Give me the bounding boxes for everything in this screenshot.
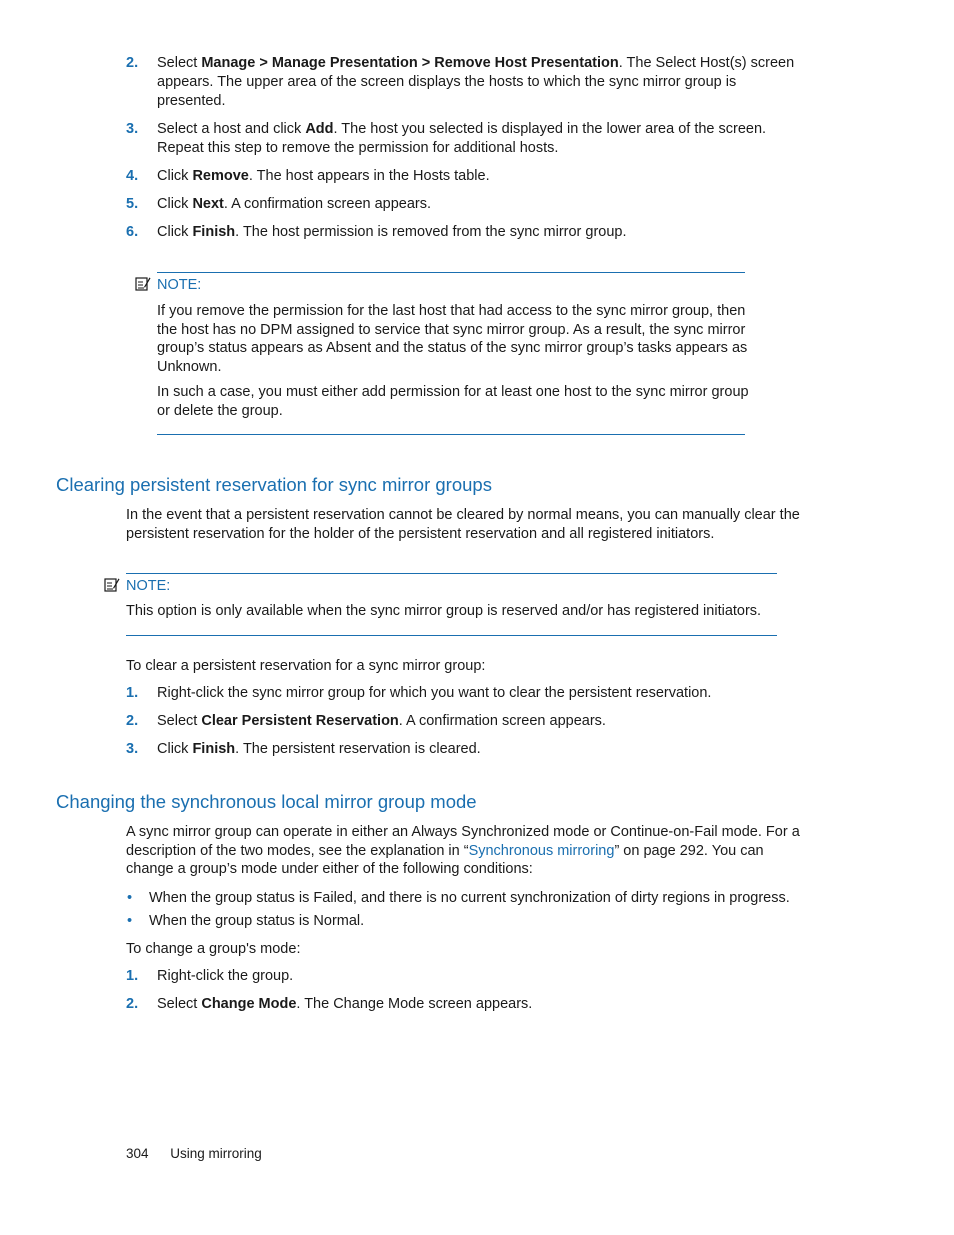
bullet-icon: • xyxy=(127,890,133,906)
step-number: 2. xyxy=(126,55,139,71)
footer-section-title: Using mirroring xyxy=(170,1146,262,1161)
note-paragraph: If you remove the permission for the last host that had access to the sync mirror group, then the host has no DPM assigned to service that sync mirror group. As a result, the sync mirror group’s status appears as Absent and the status of the sync mirror group’s tasks appears as Unknown. xyxy=(157,303,748,375)
note-label: NOTE: xyxy=(157,277,202,293)
note-header xyxy=(135,276,201,294)
page-footer xyxy=(126,1146,262,1162)
top-steps-list xyxy=(126,54,806,242)
section-heading: Clearing persistent reservation for sync mirror groups xyxy=(56,474,492,495)
section-intro: A sync mirror group can operate in either an Always Synchronized mode or Continue-on-Fail mode. For a description of the two modes, see the explanation in “Synchronous mirroring” on page 292. You can change a group’s mode under either of the following conditions: xyxy=(126,824,800,877)
list-item: 1. Right-click the sync mirror group for which you want to clear the persistent reservation. xyxy=(126,685,712,701)
step-number: 1. xyxy=(126,968,139,984)
list-item: 1. Right-click the group. xyxy=(126,968,294,984)
bullet-icon: • xyxy=(127,913,133,929)
list-item: 4. Click Remove. The host appears in the Hosts table. xyxy=(126,168,490,184)
list-item: • When the group status is Failed, and there is no current synchronization of dirty regions in progress. xyxy=(127,890,790,906)
step-number: 6. xyxy=(126,224,139,240)
list-item: 5. Click Next. A confirmation screen appears. xyxy=(126,196,432,212)
list-item: 3. Click Finish. The persistent reservation is cleared. xyxy=(126,741,481,757)
step-number: 3. xyxy=(126,121,139,137)
note-label: NOTE: xyxy=(126,578,171,594)
note-bottom-rule xyxy=(157,434,745,435)
step-number: 4. xyxy=(126,168,139,184)
list-item: 2. Select Change Mode. The Change Mode screen appears. xyxy=(126,996,533,1012)
list-item: 3. Select a host and click Add. The host you selected is displayed in the lower area of the screen. Repeat this step to remove the permission for additional hosts. xyxy=(126,121,767,156)
step-number: 2. xyxy=(126,713,139,729)
page-number: 304 xyxy=(126,1146,149,1161)
step-number: 1. xyxy=(126,685,139,701)
note-icon xyxy=(104,577,120,593)
step-number: 2. xyxy=(126,996,139,1012)
note-bottom-rule xyxy=(126,635,777,636)
list-item: 2. Select Clear Persistent Reservation. A confirmation screen appears. xyxy=(126,713,606,729)
section1-steps-list xyxy=(126,684,806,759)
list-item: • When the group status is Normal. xyxy=(127,913,365,929)
step-number: 5. xyxy=(126,196,139,212)
conditions-list xyxy=(126,889,806,931)
note-body xyxy=(157,302,749,427)
procedure-lead: To clear a persistent reservation for a sync mirror group: xyxy=(126,658,486,674)
note-icon xyxy=(135,276,151,292)
section-heading: Changing the synchronous local mirror group mode xyxy=(56,791,477,812)
procedure-lead: To change a group's mode: xyxy=(126,941,301,957)
cross-reference-link[interactable]: Synchronous mirroring xyxy=(468,842,615,859)
section-intro: In the event that a persistent reservation cannot be cleared by normal means, you can manually clear the persistent reservation for the holder of the persistent reservation and all registered initiators. xyxy=(126,507,800,542)
note-top-rule xyxy=(157,272,745,273)
note-top-rule xyxy=(126,573,777,574)
list-item: 2. Select Manage > Manage Presentation > Remove Host Presentation. The Select Host(s) screen appears. The upper area of the screen displays the hosts to which the sync mirror group is presented. xyxy=(126,55,795,109)
note-paragraph: This option is only available when the sync mirror group is reserved and/or has registered initiators. xyxy=(126,603,762,619)
note-paragraph: In such a case, you must either add permission for at least one host to the sync mirror group or delete the group. xyxy=(157,384,749,419)
list-item: 6. Click Finish. The host permission is removed from the sync mirror group. xyxy=(126,224,627,240)
section2-steps-list xyxy=(126,967,806,1014)
step-number: 3. xyxy=(126,741,139,757)
note-header xyxy=(104,577,170,595)
